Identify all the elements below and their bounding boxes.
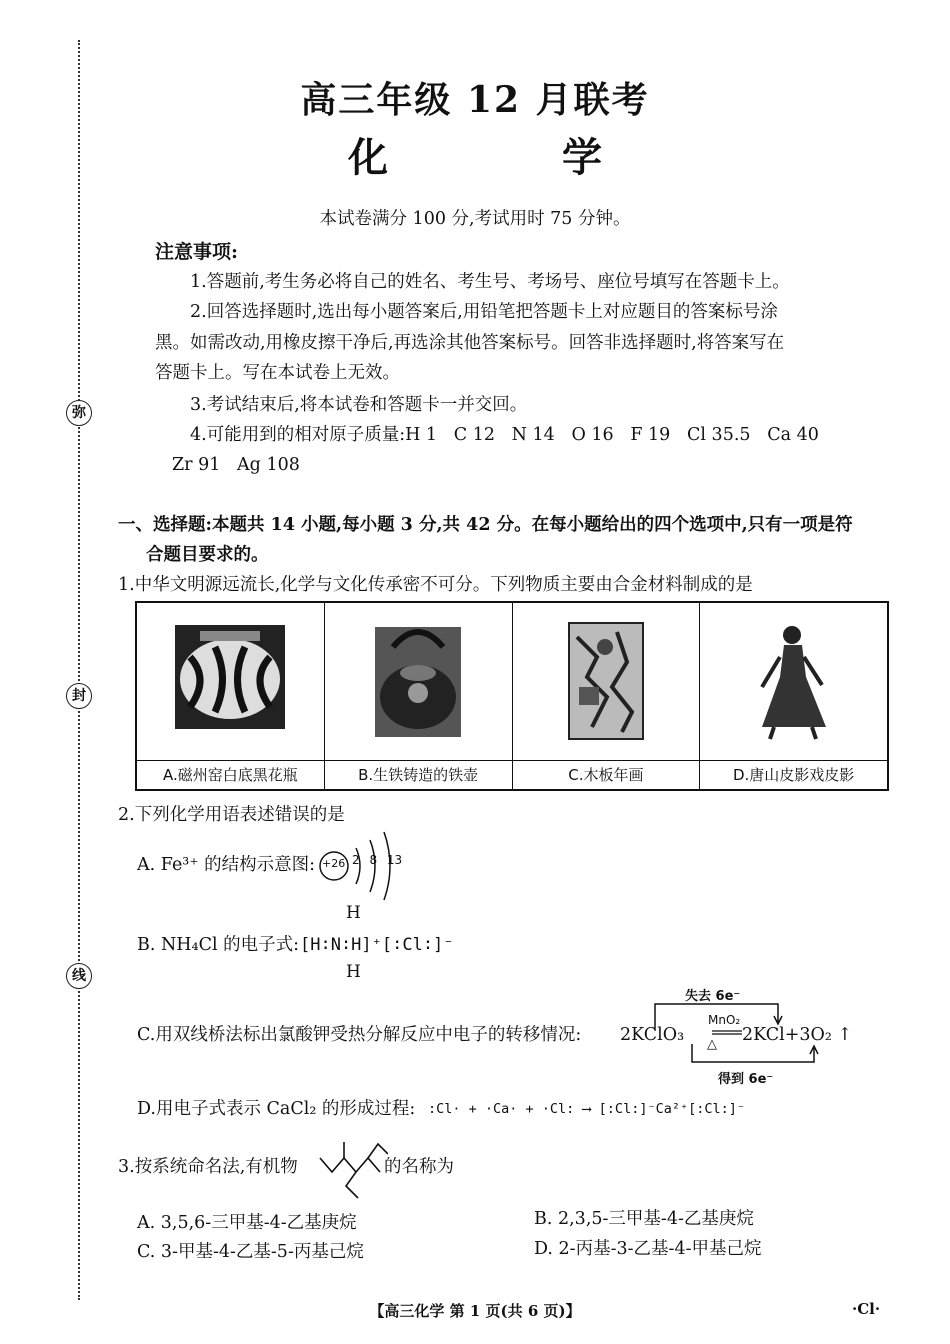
q1-option-a: A.磁州窑白底黑花瓶 [137, 760, 324, 789]
catalyst-label: MnO₂ [708, 1013, 741, 1027]
q2-option-d-text: D.用电子式表示 CaCl₂ 的形成过程: [137, 1099, 416, 1119]
q2-option-b-text: B. NH₄Cl 的电子式: [137, 935, 300, 955]
q1-option-c: C.木板年画 [513, 760, 700, 789]
section1-heading: 一、选择题:本题共 14 小题,每小题 3 分,共 42 分。在每小题给出的四个选项中,只有一项是符 [118, 515, 853, 535]
q1-cell-b [325, 603, 513, 789]
q1-stem: 1.中华文明源远流长,化学与文化传承密不可分。下列物质主要由合金材料制成的是 [118, 575, 753, 595]
nh4-h-bottom: H [346, 962, 361, 982]
fe-shells: 2 8 13 [352, 853, 403, 867]
q1-option-d: D.唐山皮影戏皮影 [700, 760, 887, 789]
iron-kettle-image [373, 617, 463, 742]
q2-option-c-text: C.用双线桥法标出氯酸钾受热分解反应中电子的转移情况: [137, 1025, 582, 1045]
q2-stem: 2.下列化学用语表述错误的是 [118, 805, 345, 825]
q3-option-c: C. 3-甲基-4-乙基-5-丙基己烷 [137, 1242, 364, 1262]
section1-heading-cont: 合题目要求的。 [146, 545, 269, 565]
seal-char-mi: 弥 [66, 400, 92, 426]
organic-skeletal-structure [318, 1128, 388, 1200]
exam-subject: 化 学 [348, 134, 682, 181]
q3-option-d: D. 2-丙基-3-乙基-4-甲基己烷 [534, 1239, 762, 1259]
lose-electrons-label: 失去 6e⁻ [685, 989, 741, 1004]
q2-option-a-text: A. Fe³⁺ 的结构示意图: [137, 855, 316, 875]
woodblock-print-image [567, 617, 645, 742]
vase-image [170, 617, 290, 737]
products-kcl-o2: 2KCl+3O₂ ↑ [742, 1025, 853, 1045]
footer-code: ·Cl· [852, 1300, 881, 1318]
notice-line-4a: 4.可能用到的相对原子质量:H 1 C 12 N 14 O 16 F 19 Cl 35.5 Ca 40 [190, 425, 819, 445]
heat-symbol: △ [707, 1037, 717, 1052]
q1-option-b: B.生铁铸造的铁壶 [325, 760, 512, 789]
notice-line-1: 1.答题前,考生务必将自己的姓名、考生号、考场号、座位号填写在答题卡上。 [190, 272, 790, 292]
q1-cell-d [700, 603, 887, 789]
seal-char-xian: 线 [66, 963, 92, 989]
q3-stem-end: 的名称为 [384, 1157, 454, 1177]
q3-option-a: A. 3,5,6-三甲基-4-乙基庚烷 [137, 1213, 357, 1233]
shadow-puppet-image [754, 617, 834, 742]
q1-cell-c [513, 603, 701, 789]
cacl2-formation-process: :Cl· + ·Ca· + ·Cl: ⟶ [:Cl:]⁻Ca²⁺[:Cl:]⁻ [428, 1101, 745, 1117]
nh4cl-electron-formula: [H∶N∶H]⁺[∶Cl∶]⁻ [300, 935, 454, 955]
notice-line-2b: 黑。如需改动,用橡皮擦干净后,再选涂其他答案标号。回答非选择题时,将答案写在 [155, 333, 785, 353]
notice-line-3: 3.考试结束后,将本试卷和答题卡一并交回。 [190, 395, 528, 415]
notice-heading: 注意事项: [155, 241, 239, 263]
q1-cell-a [137, 603, 325, 789]
page-footer: 【高三化学 第 1 页(共 6 页)】 [369, 1302, 581, 1320]
seal-char-feng: 封 [66, 683, 92, 709]
notice-line-2c: 答题卡上。写在本试卷上无效。 [155, 363, 400, 383]
reactant-kclo3: 2KClO₃ [620, 1025, 685, 1045]
exam-title: 高三年级 12 月联考 [300, 79, 650, 121]
gain-electrons-label: 得到 6e⁻ [718, 1072, 774, 1087]
q1-option-table [135, 601, 889, 791]
fe-nucleus: +26 [322, 857, 346, 870]
score-info: 本试卷满分 100 分,考试用时 75 分钟。 [319, 209, 631, 229]
nh4-h-top: H [346, 903, 361, 923]
notice-line-4b: Zr 91 Ag 108 [172, 455, 300, 475]
q3-stem-start: 3.按系统命名法,有机物 [118, 1157, 298, 1177]
q3-option-b: B. 2,3,5-三甲基-4-乙基庚烷 [534, 1209, 754, 1229]
notice-line-2a: 2.回答选择题时,选出每小题答案后,用铅笔把答题卡上对应题目的答案标号涂 [190, 302, 778, 322]
